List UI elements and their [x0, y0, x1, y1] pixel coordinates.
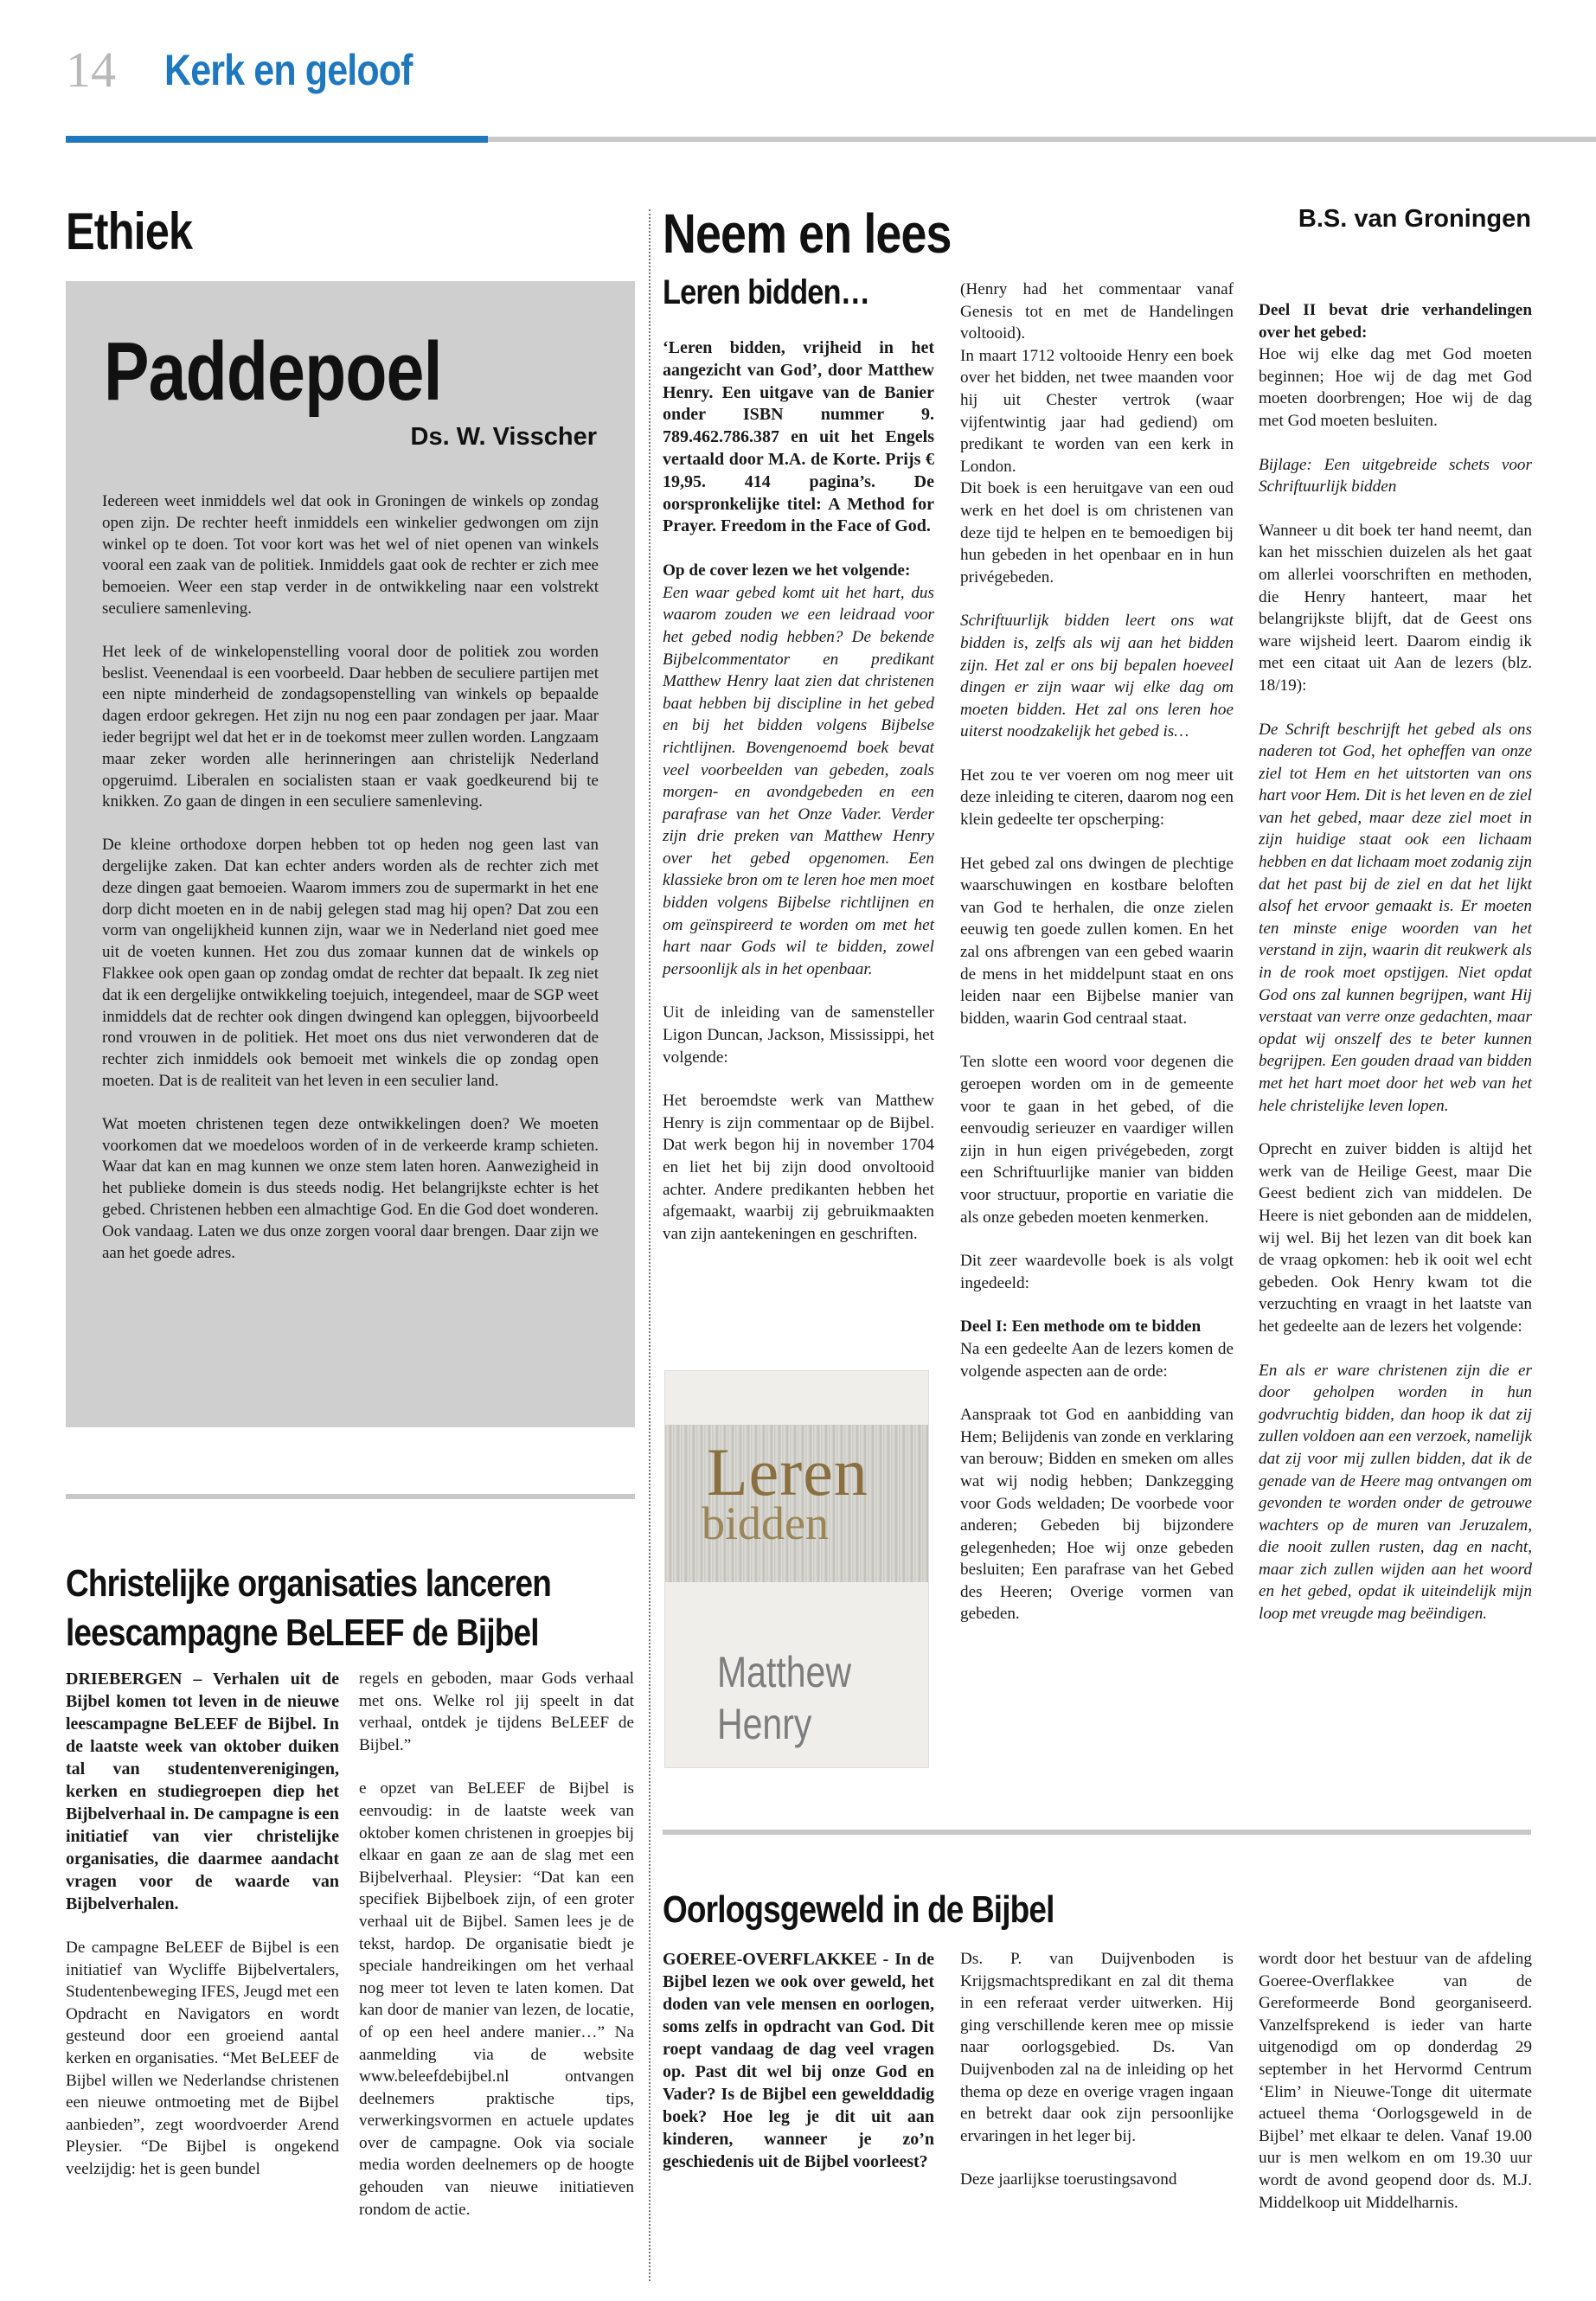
neem-bijlage: Bijlage: Een uitgebreide schets voor Schriftuurlijk bidden: [1259, 455, 1532, 497]
section-title: Kerk en geloof: [164, 46, 413, 94]
ethiek-section-label: Ethiek: [66, 202, 193, 260]
neem-paragraph: Oprecht en zuiver bidden is altijd het werk van de Heilige Geest, maar Die Geest bedient zich van middelen. De Heere is niet gebonden aan de middelen, wij wel. Bij het lezen van dit boek kan de vraag opkomen: heb ik ooit wel echt gebeden. Ook Henry kwam tot die verzuchting en vraagt in het laatste van het gedeelte aan de lezers het volgende:: [1259, 1140, 1532, 1336]
oorlog-top-rule: [663, 1830, 1531, 1835]
oorlog-paragraph: wordt door het bestuur van de afdeling Goeree-Overflakkee van de Gereformeerde Bond georganiseerd. Vanzelfsprekend is ieder van harte uitgenodigd om op donderdag 29 september in het Hervormd Centrum ‘Elim’ in Nieuwe-Tonge dit uitermate actueel thema ‘Oorlogsgeweld in de Bijbel’ met elkaar te delen. Vanaf 19.00 uur is men welkom en om 19.30 uur wordt de avond geopend door ds. M.J. Middelkoop uit Middelharnis.: [1259, 1950, 1532, 2212]
neem-paragraph: In maart 1712 voltooide Henry een boek over het bidden, net twee maanden voor hij uit Chester vertrok (waar vijfentwintig jaar had gediend) om predikant te worden van een kerk in London.: [960, 346, 1234, 476]
oorlog-paragraph: Ds. P. van Duijvenboden is Krijgsmachtspredikant en zal dit thema in een referaat verder uitwerken. Hij ging verschillende keren mee op missie naar oorlogsgebied. Ds. Van Duijvenboden zal na de inleiding op het thema op deze en overige vragen ingaan en betrekt daar ook zijn persoonlijke ervaringen in het leger bij.: [960, 1950, 1234, 2145]
ethiek-paragraph: Het leek of de winkelopenstelling vooral door de politiek zou worden beslist. Veenendaal is een voorbeeld. Daar hebben de seculiere partijen met een nipte minderheid de zondagsopenstelling van winkels op bepaalde dagen erdoor gekregen. Het zijn nu nog een paar zondagen per jaar. Maar ieder begrijpt wel dat het er in de toekomst meer zullen worden. Langzaam maar zeker worden alle herinneringen aan christelijk Nederland opgeruimd. Liberalen en socialisten staan er vaak goedkeurend bij te knikken. Zo gaan de dingen in een seculiere samenleving.: [102, 642, 599, 811]
neem-intro: ‘Leren bidden, vrijheid in het aangezicht van God’, door Matthew Henry. Een uitgave van de Banier onder ISBN nummer 9. 789.462.786.387 en uit het Engels vertaald door M.A. de Korte. Prijs € 19,95. 414 pagina’s. De oorspronkelijke titel: A Method for Prayer. Freedom in the Face of God.: [663, 338, 934, 536]
neem-cover-heading: Op de cover lezen we het volgende:: [663, 561, 911, 580]
book-cover-image: [664, 1370, 929, 1768]
neem-paragraph: Ten slotte een woord voor degenen die geroepen worden om in de gemeente voor te gaan in het gebed, of die eenvoudig serieuzer en vaardiger willen zijn in hun eigen privégebeden, zorgt een Schriftuurlijke manier van bidden voor structuur, proportie en variatie die als onze gebeden moeten kenmerken.: [960, 1053, 1234, 1227]
book-cover-author-line: Henry: [717, 1700, 812, 1748]
neem-col-1: [663, 337, 934, 1266]
neem-byline: B.S. van Groningen: [1298, 205, 1531, 233]
neem-paragraph: Het beroemdste werk van Matthew Henry is zijn commentaar op de Bijbel. Dat werk begon hij in november 1704 en liet het bij zijn dood onvoltooid achter. Andere predikanten hebben het afgemaakt, waarbij zij gebruikmaakten van zijn aantekeningen en geschriften.: [663, 1092, 934, 1243]
column-separator: [649, 209, 651, 2281]
neem-paragraph: Na een gedeelte Aan de lezers komen de volgende aspecten aan de orde:: [960, 1339, 1234, 1381]
book-cover-title-line: bidden: [702, 1497, 829, 1550]
ethiek-paragraph: Wat moeten christenen tegen deze ontwikkelingen doen? We moeten voorkomen dat we moedeloos worden of in de verkeerde kramp schieten. Waar dat kan en mag kunnen we onze stem laten horen. Aanwezigheid in het publieke domein is dus steeds nodig. Het belangrijkste echter is het gebed. Christenen hebben een almachtige God. En die God doet wonderen. Ook vandaag. Laten we dus onze zorgen vooral daar brengen. Daar zijn we aan het goede adres.: [102, 1114, 599, 1262]
neem-paragraph: (Henry had het commentaar vanaf Genesis tot en met de Handelingen voltooid).: [960, 280, 1234, 343]
neem-paragraph: Uit de inleiding van de samensteller Ligon Duncan, Jackson, Mississippi, het volgende:: [663, 1003, 934, 1067]
beleef-paragraph: De campagne BeLEEF de Bijbel is een initiatief van Wycliffe Bijbelvertalers, Studentenbeweging IFES, Jeugd met een Opdracht en Navigators en wordt gesteund door een groeiend aantal kerken en organisaties. “Met BeLEEF de Bijbel willen we Nederlandse christenen een nieuwe ontmoeting met de Bijbel aanbieden”, zegt woordvoerder Arend Pleysier. “De Bijbel is ongekend veelzijdig: het is geen bundel: [66, 1939, 339, 2178]
ethiek-author: Ds. W. Visscher: [410, 423, 597, 451]
neem-paragraph: Hoe wij elke dag met God moeten beginnen; Hoe wij de dag met God moeten doorbrengen; Hoe wij de dag met God moeten besluiten.: [1259, 345, 1532, 430]
beleef-paragraph: e opzet van BeLEEF de Bijbel is eenvoudig: in de laatste week van oktober komen christenen in groepjes bij elkaar en gaan ze aan de slag met een Bijbelverhaal. Pleysier: “Dat kan een specifiek Bijbelboek zijn, of een groter verhaal uit de Bijbel. Samen lees je de tekst, hardop. De organisatie biedt je speciale handreikingen om het verhaal nog meer tot leven te laten komen. Dat kan door de manier van lezen, de locatie, of op een heel andere manier…” Na aanmelding via de website www.beleefdebijbel.nl ontvangen deelnemers praktische tips, verwerkingsvormen en actuele updates over de campagne. Ook via sociale media worden deelnemers op de hoogte gehouden van nieuwe initiatieven rondom de actie.: [359, 1779, 634, 2219]
beleef-paragraph: regels en geboden, maar Gods verhaal met ons. Welke rol jij speelt in dat verhaal, ontdek je tijdens BeLEEF de Bijbel.”: [359, 1670, 634, 1754]
book-cover-author: [717, 1646, 851, 1750]
book-cover-author-line: Matthew: [717, 1648, 851, 1696]
beleef-top-rule: [66, 1494, 635, 1499]
neem-paragraph: Dit boek is een heruitgave van een oud werk en het doel is om christenen van deze tijd te helpen en te bemoedigen bij hun gebeden in het openbaar en in hun privégebeden.: [960, 479, 1234, 586]
oorlog-lead: GOEREE-OVERFLAKKEE - In de Bijbel lezen we ook over geweld, het doden van vele mensen en oorlogen, soms zelfs in opdracht van God. Dit roept vandaag de dag veel vragen op. Past dit wel bij onze God en Vader? Is de Bijbel een gewelddadig boek? Hoe leg je dit uit aan kinderen, wanneer je zo’n geschiedenis uit de Bijbel voorleest?: [663, 1950, 934, 2171]
neem-quote: Schriftuurlijk bidden leert ons wat bidden is, zelfs als wij aan het bidden zijn. Het zal er ons bij bepalen hoeveel dingen er zijn waar wij elke dag om moeten bidden. Het zal ons leren hoe uiterst noodzakelijk het gebed is…: [960, 612, 1234, 741]
oorlog-col-2: [960, 1948, 1234, 2213]
ethiek-title: Paddepoel: [104, 325, 442, 418]
beleef-col-2: [359, 1668, 634, 2242]
book-cover-title-line: Leren: [707, 1434, 869, 1509]
neem-paragraph: Dit zeer waardevolle boek is als volgt ingedeeld:: [960, 1252, 1234, 1292]
neem-paragraph: Aanspraak tot God en aanbidding van Hem; Belijdenis van zonde en verklaring van berouw; Bidden en smeken om alles wat wij nodig hebben; Dankzegging voor Gods weldaden; De voorbede voor anderen; Gebeden bij bijzondere gelegenheden; Hoe wij onze gebeden besluiten; Een parafrase van het Gebed des Heeren; Overige vormen van gebeden.: [960, 1406, 1234, 1624]
beleef-title-line: leescampagne BeLEEF de Bijbel: [66, 1612, 539, 1654]
book-cover-title: [702, 1434, 869, 1550]
oorlog-paragraph: Deze jaarlijkse toerustingsavond: [960, 2170, 1177, 2189]
neem-cover-text: Een waar gebed komt uit het hart, dus waarom zouden we een leidraad voor het gebed nodig hebben? De bekende Bijbelcommentator en predikant Matthew Henry laat zien dat christenen baat hebben bij discipline in het gebed en bij het bidden volgens Bijbelse richtlijnen. Bovengenoemd boek bevat veel voorbeelden van gebeden, zoals morgen- en avondgebeden en een parafrase van het Onze Vader. Verder zijn drie preken van Matthew Henry over het gebed opgenomen. Een klassieke bron om te leren hoe men moet bidden volgens Bijbelse richtlijnen en om geïnspireerd te worden om met het hart naar Gods wil te bidden, zowel persoonlijk als in het openbaar.: [663, 583, 934, 978]
beleef-title-line: Christelijke organisaties lanceren: [66, 1562, 552, 1605]
beleef-col-1: [66, 1668, 339, 2202]
neem-col-2: [960, 279, 1234, 1647]
oorlog-col-1: [663, 1948, 934, 2195]
neem-section-label: Neem en lees: [663, 202, 952, 265]
beleef-lead: DRIEBERGEN – Verhalen uit de Bijbel komen tot leven in de nieuwe leescampagne BeLEEF de Bijbel. In de laatste week van oktober duiken tal van studentenverenigingen, kerken en studiegroepen diep het Bijbelverhaal in. De campagne is een initiatief van vier christelijke organisaties, die daarmee aandacht vragen voor de waarde van Bijbelverhalen.: [66, 1670, 339, 1913]
oorlog-col-3: [1259, 1948, 1532, 2235]
ethiek-body: [102, 491, 599, 1285]
neem-paragraph: Het zou te ver voeren om nog meer uit deze inleiding te citeren, daarom nog een klein gedeelte ter opscherping:: [960, 766, 1234, 830]
neem-quote: De Schrift beschrijft het gebed als ons naderen tot God, het opheffen van onze ziel tot Hem en het uitstorten van ons hart voor Hem. Dit is het leven en de ziel van het gebed, maar deze ziel moet in zijn huidige staat ook een lichaam hebben en dat lichaam moet zodanig zijn dat het past bij de ziel en dat het lijkt alsof het ervoor gemaakt is. Er moeten ten minste enige woorden van het verstand in zijn, waarin dit reukwerk als in de rook moet opstijgen. Niet opdat God ons zal kunnen begrijpen, want Hij verstaat van verre onze gedachten, maar opdat wij onszelf des te beter kunnen begrijpen. Een gouden draad van bidden met het hart moet door het web van het hele christelijke leven lopen.: [1259, 720, 1532, 1115]
page-number: 14: [66, 42, 116, 98]
neem-deel1-heading: Deel I: Een methode om te bidden: [960, 1317, 1202, 1336]
ethiek-paragraph: Iedereen weet inmiddels wel dat ook in Groningen de winkels op zondag open zijn. De rechter heeft inmiddels een winkelier gedwongen om zijn winkel op te doen. Tot voor kort was het wel of niet openen van winkels vooral een zaak van de politiek. Inmiddels gaat ook de rechter er zich mee bemoeien. Weer een stap verder in de ontwikkeling naar een volstrekt seculiere samenleving.: [102, 492, 599, 618]
neem-col-3: [1259, 299, 1532, 1647]
neem-subtitle: Leren bidden…: [663, 273, 870, 311]
ethiek-paragraph: De kleine orthodoxe dorpen hebben tot op heden nog geen last van dergelijke zaken. Dat kan echter anders worden als de rechter zich met deze dingen gaat bemoeien. Waarom immers zou de supermarkt in het ene dorp dicht moeten en in de nabij gelegen stad mag hij open? Dat zou een vorm van ongelijkheid kunnen zijn, waar we in Nederland niet goed mee uit de voeten kunnen. Het zou dus zomaar kunnen dat de winkels op Flakkee ook open gaan op zondag omdat de rechter dat bepaalt. Ik zeg niet dat ik een dergelijke ontwikkeling toejuich, integendeel, maar de SGP weet inmiddels dat de rechter ook dingen dwingend kan opleggen, bijvoorbeeld rond vrouwen in de politiek. Het moet ons dus niet verwonderen dat de rechter zich inmiddels ook bemoeit met winkels die op zondag open moeten. Dat is de realiteit van het leven in een seculier land.: [102, 836, 599, 1090]
neem-paragraph: Wanneer u dit boek ter hand neemt, dan kan het misschien duizelen als het gaat om allerlei voorschriften en methoden, die Henry hanteert, maar het belangrijkste blijft, dat de Geest ons ware wijsheid leert. Daarom eindig ik met een citaat uit Aan de lezers (blz. 18/19):: [1259, 521, 1532, 695]
header-rule-blue: [66, 136, 488, 143]
oorlog-title: Oorlogsgeweld in de Bijbel: [663, 1888, 1054, 1931]
neem-deel2-heading: Deel II bevat drie verhandelingen over het gebed:: [1259, 301, 1532, 342]
beleef-title: [66, 1559, 551, 1657]
neem-paragraph: Het gebed zal ons dwingen de plechtige waarschuwingen en kostbare beloften van God te herhalen, die onze zielen eeuwig ten goede zullen komen. En het zal ons afbrengen van een gebed waarin de mens in het middelpunt staat en ons leiden naar een Bijbelse manier van bidden, waarin God centraal staat.: [960, 854, 1234, 1028]
neem-quote: En als er ware christenen zijn die er door geholpen worden in hun godvruchtig bidden, dan hoop ik dat zij zullen voldoen aan een verzoek, namelijk dat zij voor mij zullen bidden, dat ik de genade van de Heere mag ontvangen om gevonden te worden onder de getrouwe wachters op de muren van Jeruzalem, die nooit zullen rusten, dag en nacht, maar zich zullen wijden aan het woord en het gebed, opdat ik uiteindelijk mijn loop met vreugde mag beëindigen.: [1259, 1361, 1532, 1624]
